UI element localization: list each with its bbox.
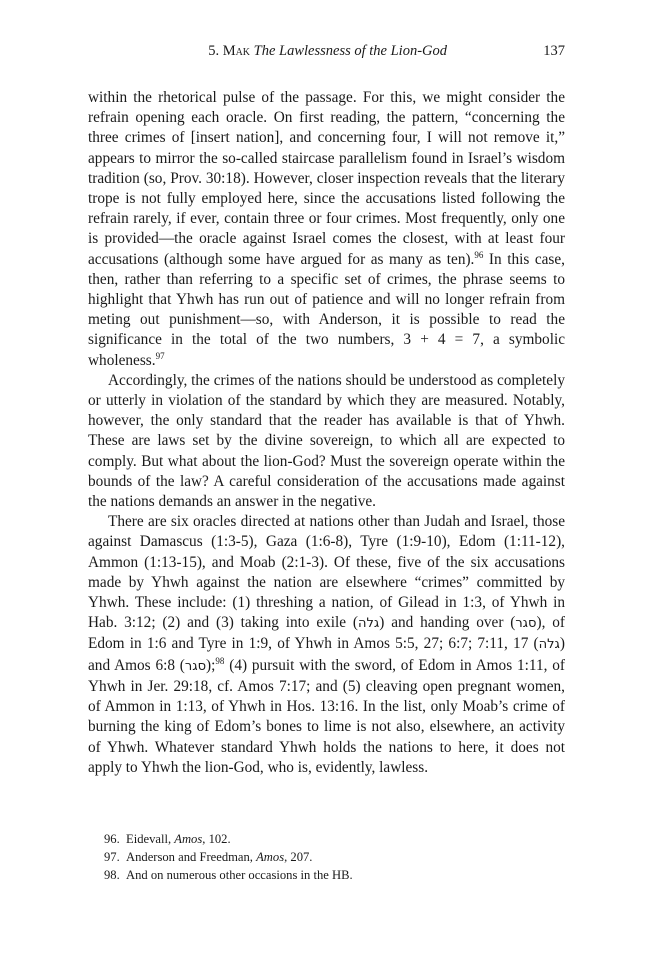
- paragraph-3-text-a: There are six oracles directed at nations other than Judah and Israel, those against Damascus (1:3-5), Gaza (1:6-8), Tyre (1:9-10), Edom (1:11-12), Ammon (1:13-15), and Moab (2:1-3). Of these, five of the six accusations made by Yhwh against the nation are elsewhere “crimes” committed by Yhwh. These include: (1) threshing a nation, of Gilead in 1:3, of Yhwh in Hab. 3:12; (2) and (3) taking into exile (: [88, 513, 565, 632]
- hebrew-word: גלה: [358, 616, 380, 632]
- page-number: 137: [543, 43, 565, 59]
- footnote-text: Eidevall,: [126, 832, 175, 846]
- chapter-title: The Lawlessness of the Lion-God: [253, 43, 447, 59]
- footnote-ref-97[interactable]: 97: [155, 350, 165, 361]
- footnote-number: 97.: [104, 850, 120, 864]
- running-head: [88, 43, 565, 65]
- footnote-ref-96[interactable]: 96: [474, 249, 484, 260]
- footnote-98: [104, 866, 565, 884]
- footnotes: [104, 830, 565, 884]
- footnote-number: 96.: [104, 832, 120, 846]
- paragraph-3-text-f: (4) pursuit with the sword, of Edom in Amos 1:11, of Yhwh in Jer. 29:18, cf. Amos 7:17; and (5) cleaving open pregnant women, of Ammon in 1:13, of Yhwh in Hos. 13:16. In the list, only Moab’s crime of burning the king of Edom’s bones to lime is not also, elsewhere, an activity of Yhwh. Whatever standard Yhwh holds the nations to here, it does not apply to Yhwh the lion-God, who is, evidently, lawless.: [88, 656, 565, 776]
- paragraph-1: [88, 88, 565, 371]
- footnote-text: And on numerous other occasions in the HB.: [126, 868, 353, 882]
- footnote-96: [104, 830, 565, 848]
- footnote-text: , 207.: [284, 850, 313, 864]
- hebrew-word: סגר: [515, 616, 537, 632]
- paragraph-1-text-b: In this case, then, rather than referring to a specific set of crimes, the phrase seems to highlight that Yhwh has run out of patience and will no longer refrain from meting out punishment—so, with Anderson, it is possible to read the significance in the total of the two numbers, 3 + 4 = 7, a symbolic wholeness.: [88, 250, 565, 369]
- footnote-text: Anderson and Freedman,: [126, 850, 257, 864]
- author-name: Mak: [222, 43, 251, 59]
- footnote-ref-98[interactable]: 98: [215, 655, 225, 666]
- paragraph-3: [88, 512, 565, 778]
- footnote-number: 98.: [104, 868, 120, 882]
- hebrew-word: גלה: [538, 637, 560, 653]
- chapter-number: 5.: [208, 43, 220, 59]
- footnote-work-title: Amos: [256, 850, 285, 864]
- paragraph-1-text-a: within the rhetorical pulse of the passage. For this, we might consider the refrain opening each oracle. On first reading, the pattern, “concerning the three crimes of [insert nation], and concerning four, I will not remove it,” appears to mirror the so-called staircase parallelism found in Israel’s wisdom tradition (so, Prov. 30:18). However, closer inspection reveals that the literary trope is not fully employed here, since the accusations listed following the refrain rarely, if ever, contain three or four crimes. Most frequently, only one is provided—the oracle against Israel comes the closest, with at least four accusations (although some have argued for as many as ten).: [88, 89, 565, 268]
- hebrew-word: סגר: [184, 658, 207, 674]
- body-text: [88, 88, 565, 778]
- footnote-text: , 102.: [202, 832, 231, 846]
- paragraph-3-text-d: ) and Amos 6:8 (: [88, 635, 565, 674]
- paragraph-3-text-e: );: [206, 656, 216, 674]
- paragraph-3-text-c: ), of Edom in 1:6 and Tyre in 1:9, of Yhwh in Amos 5:5, 27; 6:7; 7:11, 17 (: [88, 614, 565, 653]
- running-head-title: [208, 43, 447, 60]
- paragraph-3-text-b: ) and handing over (: [379, 614, 516, 632]
- paragraph-2: Accordingly, the crimes of the nations should be understood as completely or utterly in violation of the standard by which they are measured. Notably, however, the only standard that the reader has available is that of Yhwh. These are laws set by the divine sovereign, to which all are expected to comply. But what about the lion-God? Must the sovereign operate within the bounds of the law? A careful consideration of the accusations made against the nations demands an answer in the negative.: [88, 371, 565, 511]
- footnote-97: [104, 848, 565, 866]
- footnote-work-title: Amos: [174, 832, 203, 846]
